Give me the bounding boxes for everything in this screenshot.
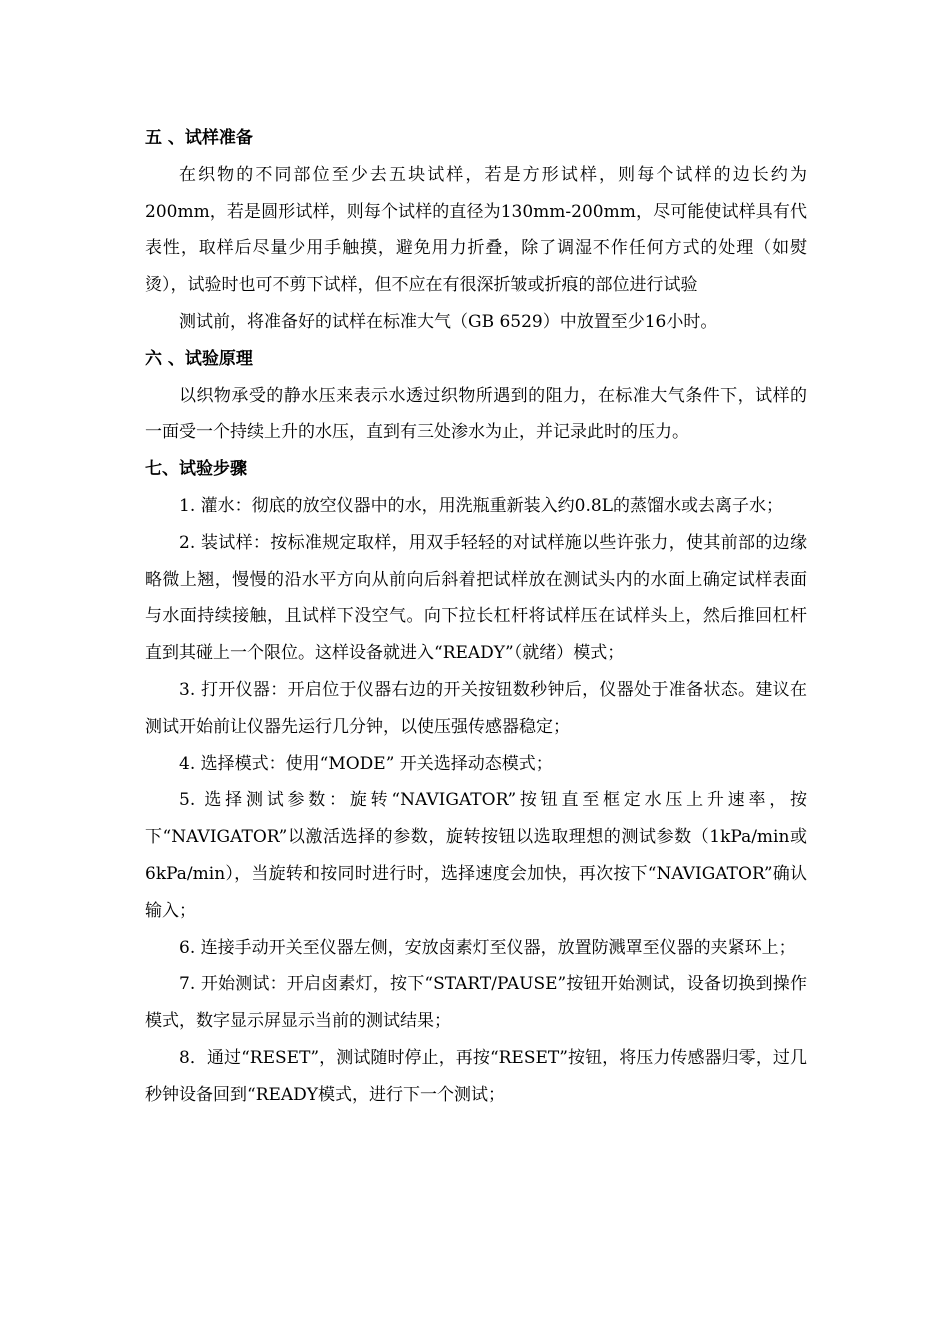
paragraph-principle: 以织物承受的静水压来表示水透过织物所遇到的阻力，在标准大气条件下，试样的一面受一个持续上升的水压，直到有三处渗水为止，并记录此时的压力。 [145,385,807,443]
paragraph-sample-prep-2: 测试前，将准备好的试样在标准大气（GB 6529）中放置至少16小时。 [179,311,718,332]
paragraph-sample-prep-1: 在织物的不同部位至少去五块试样，若是方形试样，则每个试样的边长约为200mm，若是圆形试样，则每个试样的直径为130mm-200mm，尽可能使试样具有代表性，取样后尽量少用手触摸，避免用力折叠，除了调湿不作任何方式的处理（如熨烫），试验时也可不剪下试样，但不应在有很深折皱或折痕的部位进行试验 [145,164,807,296]
step-3-power-on: 3. 打开仪器：开启位于仪器右边的开关按钮数秒钟后，仪器处于准备状态。建议在测试开始前让仪器先运行几分钟，以使压强传感器稳定； [145,679,807,737]
step-7-start-test: 7. 开始测试：开启卤素灯，按下“START/PAUSE”按钮开始测试，设备切换到操作模式，数字显示屏显示当前的测试结果； [145,974,807,1032]
section-heading-sample-prep: 五 、试样准备 [145,128,253,148]
step-6-connect-switch: 6. 连接手动开关至仪器左侧，安放卤素灯至仪器，放置防溅罩至仪器的夹紧环上； [179,937,796,958]
section-heading-steps: 七、试验步骤 [145,459,247,480]
step-1-fill-water: 1. 灌水：彻底的放空仪器中的水，用洗瓶重新装入约0.8L的蒸馏水或去离子水； [179,495,783,516]
section-heading-principle: 六 、试验原理 [145,348,253,369]
step-5-select-params: 5. 选择测试参数：旋转“NAVIGATOR”按钮直至框定水压上升速率，按下“NAVIGATOR”以激活选择的参数，旋转按钮以选取理想的测试参数（1kPa/min或6kPa/min），当旋转和按同时进行时，选择速度会加快，再次按下“NAVIGATOR”确认输入； [145,790,807,921]
step-4-select-mode: 4. 选择模式：使用“MODE” 开关选择动态模式； [179,753,553,774]
document-body [145,120,807,1114]
step-2-mount-sample: 2. 装试样：按标准规定取样，用双手轻轻的对试样施以些许张力，使其前部的边缘略微上翘，慢慢的沿水平方向从前向后斜着把试样放在测试头内的水面上确定试样表面与水面持续接触，且试样下没空气。向下拉长杠杆将试样压在试样头上，然后推回杠杆直到其碰上一个限位。这样设备就进入“READY”（就绪）模式； [145,532,807,664]
step-8-reset: 8．通过“RESET”，测试随时停止，再按“RESET”按钮，将压力传感器归零，过几秒钟设备回到“READY模式，进行下一个测试； [145,1047,807,1105]
